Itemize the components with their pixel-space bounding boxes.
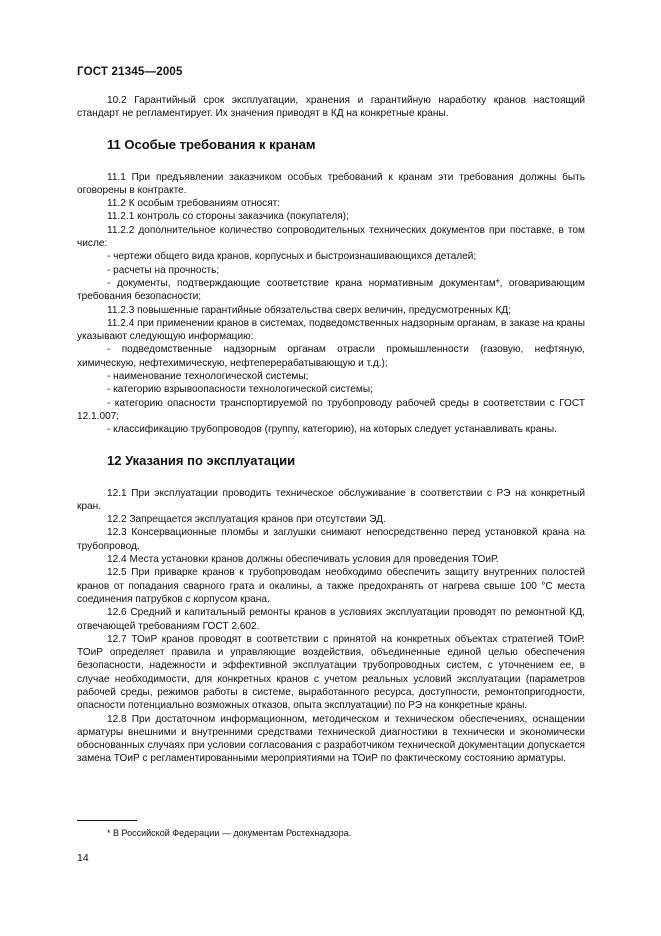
paragraph: 12.5 При приварке кранов к трубопроводам необходимо обеспечить защиту внутренних полостей кранов от попадания сварного грата и окалины, а также предохранять от нагрева свыше 100 °С места соединения патрубков с корпусом крана.	[77, 567, 585, 605]
document-body	[77, 94, 585, 766]
section-12-body	[77, 487, 585, 766]
paragraph: 11.2.4 при применении кранов в системах, подведомственных надзорным органам, в заказе на краны указывают следующую информацию:	[77, 317, 585, 343]
footnote-divider	[77, 820, 137, 821]
paragraph: - классификацию трубопроводов (группу, категорию), на которых следует устанавливать краны.	[107, 424, 557, 436]
paragraph: 11.2 К особым требованиям относят:	[107, 198, 281, 210]
paragraph: 12.2 Запрещается эксплуатация кранов при отсутствии ЭД.	[107, 514, 386, 526]
paragraph: - документы, подтверждающие соответствие крана нормативным документам*, оговаривающим требования безопасности;	[77, 277, 585, 303]
paragraph: - расчеты на прочность;	[107, 264, 220, 276]
paragraph: 12.4 Места установки кранов должны обеспечивать условия для проведения ТОиР.	[107, 554, 499, 566]
page-number: 14	[77, 852, 89, 864]
paragraph: 12.3 Консервационные пломбы и заглушки снимают непосредственно перед установкой крана на трубопровод.	[77, 527, 585, 552]
paragraph: 12.6 Средний и капитальный ремонты кранов в условиях эксплуатации проводят по ремонтной КД, отвечающей требованиям ГОСТ 2.602.	[77, 607, 585, 632]
paragraph: 11.2.1 контроль со стороны заказчика (покупателя);	[107, 211, 349, 223]
section-12-title: 12 Указания по эксплуатации	[107, 452, 296, 468]
paragraph-10-2: 10.2 Гарантийный срок эксплуатации, хранения и гарантийную наработку кранов настоящий стандарт не регламентирует. Их значения приводят в КД на конкретные краны.	[77, 95, 585, 120]
paragraph: - наименование технологической системы;	[107, 371, 309, 383]
paragraph: 12.8 При достаточном информационном, методическом и техническом обеспечениях, оснащении арматуры внешними и внутренними средствами технической диагностики в технически и экономически обоснованных случаях при условии согласования с разработчиком технической документации допускается замена ТОиР с регламентированными мероприятиями на ТОиР по фактическому состоянию арматуры.	[77, 713, 585, 765]
paragraph: 11.2.3 повышенные гарантийные обязательства сверх величин, предусмотренных КД;	[107, 304, 511, 316]
paragraph: 12.1 При эксплуатации проводить техническое обслуживание в соответствии с РЭ на конкретный кран.	[77, 487, 585, 512]
paragraph: 11.1 При предъявлении заказчиком особых требований к кранам эти требования должны быть оговорены в контракте.	[77, 171, 585, 196]
paragraph: - категорию опасности транспортируемой по трубопроводу рабочей среды в соответствии с ГОСТ 12.1.007;	[77, 397, 585, 422]
footnote: * В Российской Федерации — документам Ростехнадзора.	[107, 828, 352, 838]
section-11-body	[77, 171, 585, 437]
paragraph: 12.7 ТОиР кранов проводят в соответствии с принятой на конкретных объектах стратегией ТОиР. ТОиР определяет правила и управляющие воздействия, объединенные единой целью обеспечения безопасности, надежности и эффективной эксплуатации трубопроводных систем, с уточнением ее, в случае необходимости, для конкретных кранов с учетом реальных условий эксплуатации (параметров рабочей среды, режимов работы в системе, выработанного ресурса, доступности, ремонтопригодности, опасности потенциально возможных отказов, опыта эксплуатации) по РЭ на конкретные краны.	[77, 633, 585, 712]
paragraph: - чертежи общего вида кранов, корпусных и быстроизнашивающихся деталей;	[107, 251, 477, 263]
section-11-title: 11 Особые требования к кранам	[107, 136, 316, 152]
paragraph: - категорию взрывоопасности технологической системы;	[107, 384, 373, 396]
paragraph: - подведомственные надзорным органам отрасли промышленности (газовую, нефтяную, химическую, нефтехимическую, нефтеперерабатывающую и т.д.);	[77, 344, 585, 369]
document-header: ГОСТ 21345—2005	[77, 66, 183, 78]
paragraph: 11.2.2 дополнительное количество сопроводительных технических документов при поставке, в том числе:	[77, 224, 585, 250]
